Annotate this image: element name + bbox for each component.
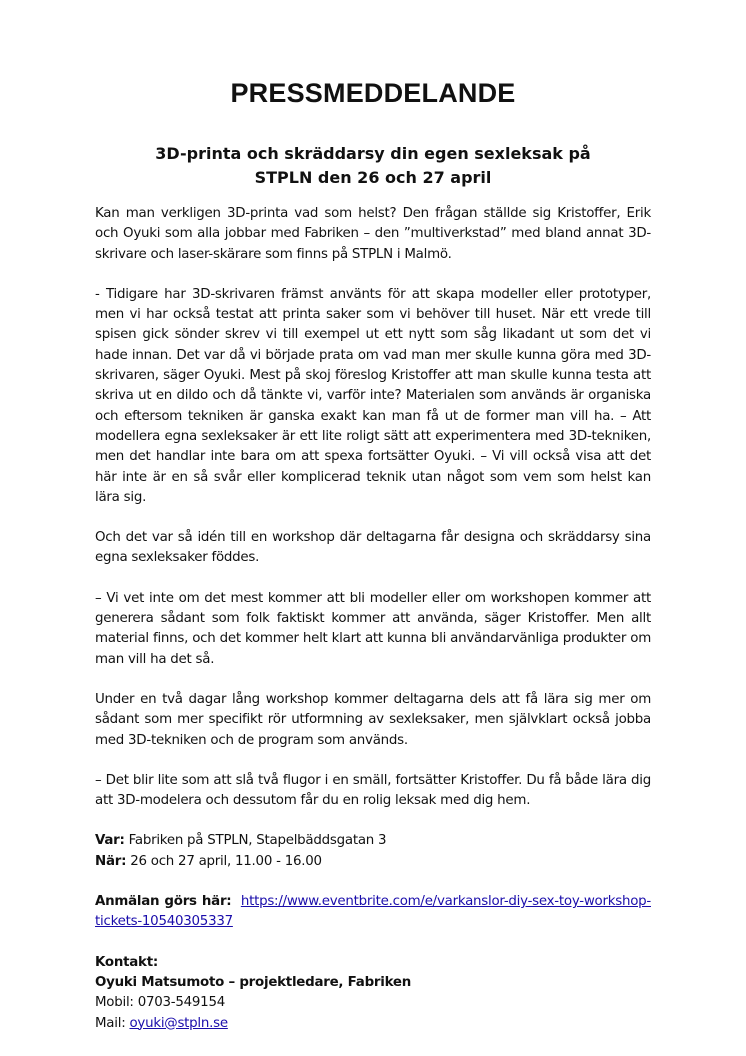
paragraph-intro: Kan man verkligen 3D-printa vad som helst? Den frågan ställde sig Kristoffer, Erik och Oyuki som alla jobbar med Fabriken – den ”multiverkstad” med bland annat 3D-skrivare och laser-skärare som finns på STPLN i Malmö. [95, 206, 651, 262]
event-when [95, 852, 651, 872]
paragraph-closing-quote: – Det blir lite som att slå två flugor i en smäll, fortsätter Kristoffer. Du få både lära dig att 3D-modelera och dessutom får du en rolig leksak med dig hem. [95, 772, 651, 809]
contact-info [95, 953, 651, 1034]
event-where [95, 831, 651, 851]
event-when-label: När: [95, 853, 127, 869]
subtitle-line-2: STPLN den 26 och 27 april [254, 168, 492, 187]
contact-mobile: Mobil: 0703-549154 [95, 995, 225, 1011]
contact-mail-label: Mail: [95, 1015, 130, 1031]
registration-info [95, 892, 651, 933]
event-where-value: Fabriken på STPLN, Stapelbäddsgatan 3 [124, 833, 387, 849]
registration-label: Anmälan görs här: [95, 894, 232, 910]
document-subtitle [0, 142, 746, 190]
contact-mail [95, 1014, 651, 1034]
paragraph-quote-kristoffer: – Vi vet inte om det mest kommer att bli modeller eller om workshopen kommer att generera sådant som folk faktiskt kommer att använda, säger Kristoffer. Men allt material finns, och det kommer helt klart att kunna bli användarvänliga produkter om man vill ha det så. [95, 590, 651, 667]
document-body [95, 204, 651, 1054]
event-info [95, 831, 651, 872]
paragraph-quote-oyuki: - Tidigare har 3D-skrivaren främst använts för att skapa modeller eller prototyper, men vi har också testat att printa saker som vi behöver till huset. När ett vrede till spisen gick sönder skrev vi till exempel ut ett nytt som såg likadant ut som det vi hade innan. Det var då vi började prata om vad man mer skulle kunna göra med 3D-skrivaren, säger Oyuki. Mest på skoj föreslog Kristoffer att man skulle kunna testa att skriva ut en dildo och då tänkte vi, varför inte? Materialen som används är organiska och eftersom tekniken är ganska exakt kan man få ut de former man vill ha. – Att modellera egna sexleksaker är ett lite roligt sätt att experimentera med 3D-tekniken, men det handlar inte bara om att spexa fortsätter Oyuki. – Vi vill också visa att det här inte är en så svår eller komplicerad teknik utan något som vem som helst kan lära sig. [95, 286, 651, 505]
contact-person: Oyuki Matsumoto – projektledare, Fabriken [95, 974, 412, 990]
contact-mail-link[interactable]: oyuki@stpln.se [129, 1015, 228, 1031]
subtitle-line-1: 3D-printa och skräddarsy din egen sexleksak på [155, 144, 591, 163]
registration-link[interactable]: https://www.eventbrite.com/e/varkanslor-diy-sex-toy-workshop-tickets-10540305337 [95, 894, 651, 930]
event-where-label: Var: [95, 833, 125, 849]
paragraph-workshop-idea: Och det var så idén till en workshop där deltagarna får designa och skräddarsy sina egna sexleksaker föddes. [95, 530, 651, 566]
document-heading: PRESSMEDDELANDE [230, 78, 516, 108]
paragraph-workshop-details: Under en två dagar lång workshop kommer deltagarna dels att få lära sig mer om sådant som mer specifikt rör utformning av sexleksaker, men självklart också jobba med 3D-tekniken och de program som används. [95, 691, 651, 748]
contact-heading: Kontakt: [95, 954, 158, 970]
event-when-value: 26 och 27 april, 11.00 - 16.00 [126, 853, 322, 869]
